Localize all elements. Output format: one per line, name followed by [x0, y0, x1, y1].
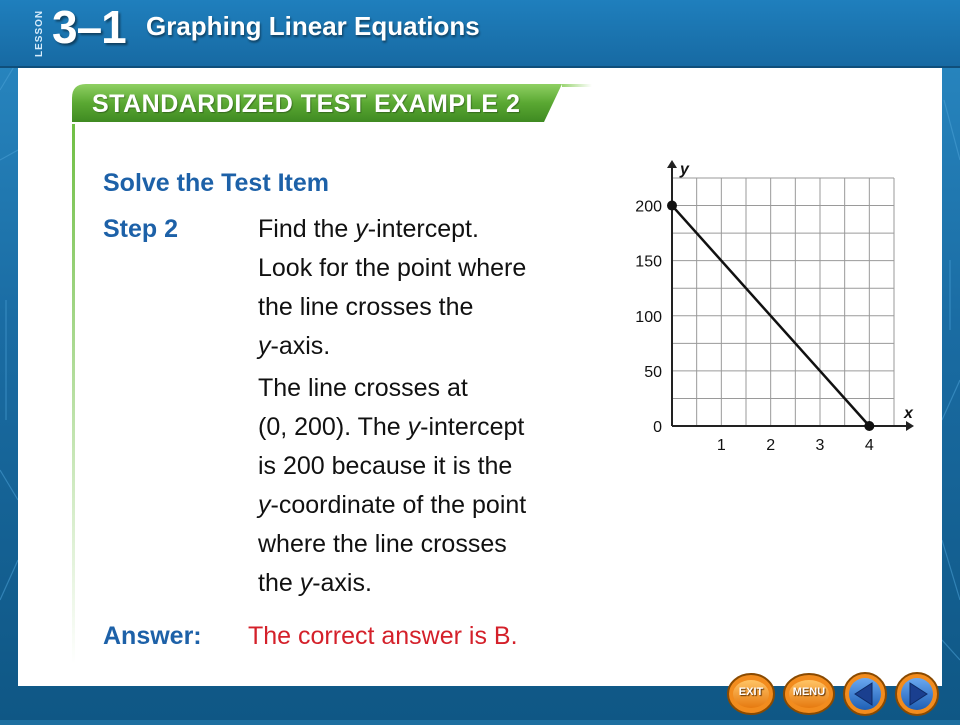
paragraph-line: [258, 327, 610, 366]
y-tick-label: 0: [653, 419, 662, 436]
text-segment: the: [258, 569, 300, 597]
triangle-right-icon: [894, 672, 940, 716]
text-segment: -intercept: [420, 413, 525, 441]
previous-button[interactable]: [842, 672, 888, 716]
text-segment: -axis.: [270, 332, 331, 360]
y-tick-label: 150: [635, 253, 662, 271]
y-tick-label: 50: [644, 363, 662, 381]
lesson-header: [0, 0, 960, 68]
italic-variable: y: [355, 215, 368, 243]
lesson-tab-label: LESSON: [34, 9, 45, 57]
x-axis-label: x: [904, 405, 913, 422]
text-segment: -coordinate of the point: [270, 491, 527, 519]
paragraph-line: [258, 288, 610, 327]
x-tick-label: 3: [815, 437, 825, 454]
y-tick-label: 200: [635, 198, 662, 216]
exit-button-label: EXIT: [738, 686, 764, 698]
section-title: Solve the Test Item: [103, 169, 329, 197]
answer-text: The correct answer is B.: [248, 622, 518, 650]
x-tick-label: 4: [864, 437, 874, 454]
coordinate-graph: [622, 161, 913, 458]
italic-variable: y: [258, 491, 271, 519]
lesson-number: 3–1: [52, 1, 126, 53]
lesson-title: Graphing Linear Equations: [146, 11, 480, 41]
italic-variable: y: [258, 332, 271, 360]
text-segment: is 200 because it is the: [258, 452, 513, 480]
data-point: [667, 201, 677, 211]
menu-button-label: MENU: [792, 686, 826, 698]
paragraph-line: [258, 564, 610, 603]
step-paragraph-2: [258, 369, 610, 603]
answer-label: Answer:: [103, 622, 202, 650]
y-tick-label: 100: [635, 308, 662, 326]
text-segment: -intercept.: [367, 215, 479, 243]
italic-variable: y: [299, 569, 313, 597]
triangle-left-icon: [842, 672, 888, 716]
graph-svg: [622, 161, 913, 458]
step-label: Step 2: [103, 215, 179, 243]
x-tick-label: 2: [766, 437, 776, 454]
text-segment: Look for the point where: [258, 254, 527, 282]
paragraph-line: [258, 369, 610, 408]
text-segment: Find the: [258, 215, 356, 243]
step-paragraph-1: [258, 210, 610, 366]
exit-button[interactable]: [726, 672, 776, 716]
banner-title: STANDARDIZED TEST EXAMPLE 2: [92, 90, 521, 118]
italic-variable: y: [407, 413, 421, 441]
example-banner: [72, 82, 592, 124]
text-segment: (0, 200). The: [258, 413, 408, 441]
x-tick-label: 1: [716, 437, 726, 454]
text-segment: -axis.: [312, 569, 372, 597]
text-segment: The line crosses at: [258, 374, 468, 402]
paragraph-line: [258, 447, 610, 486]
navigation-bar: [0, 686, 960, 720]
paragraph-line: [258, 486, 610, 525]
paragraph-line: [258, 210, 610, 249]
banner-accent-line: [72, 124, 75, 664]
y-axis-label: y: [680, 161, 689, 178]
data-point: [864, 421, 874, 431]
paragraph-line: [258, 525, 610, 564]
paragraph-line: [258, 249, 610, 288]
paragraph-line: [258, 408, 610, 447]
menu-button[interactable]: [782, 672, 836, 716]
next-button[interactable]: [894, 672, 940, 716]
text-segment: the line crosses the: [258, 293, 474, 321]
text-segment: where the line crosses: [258, 530, 507, 558]
